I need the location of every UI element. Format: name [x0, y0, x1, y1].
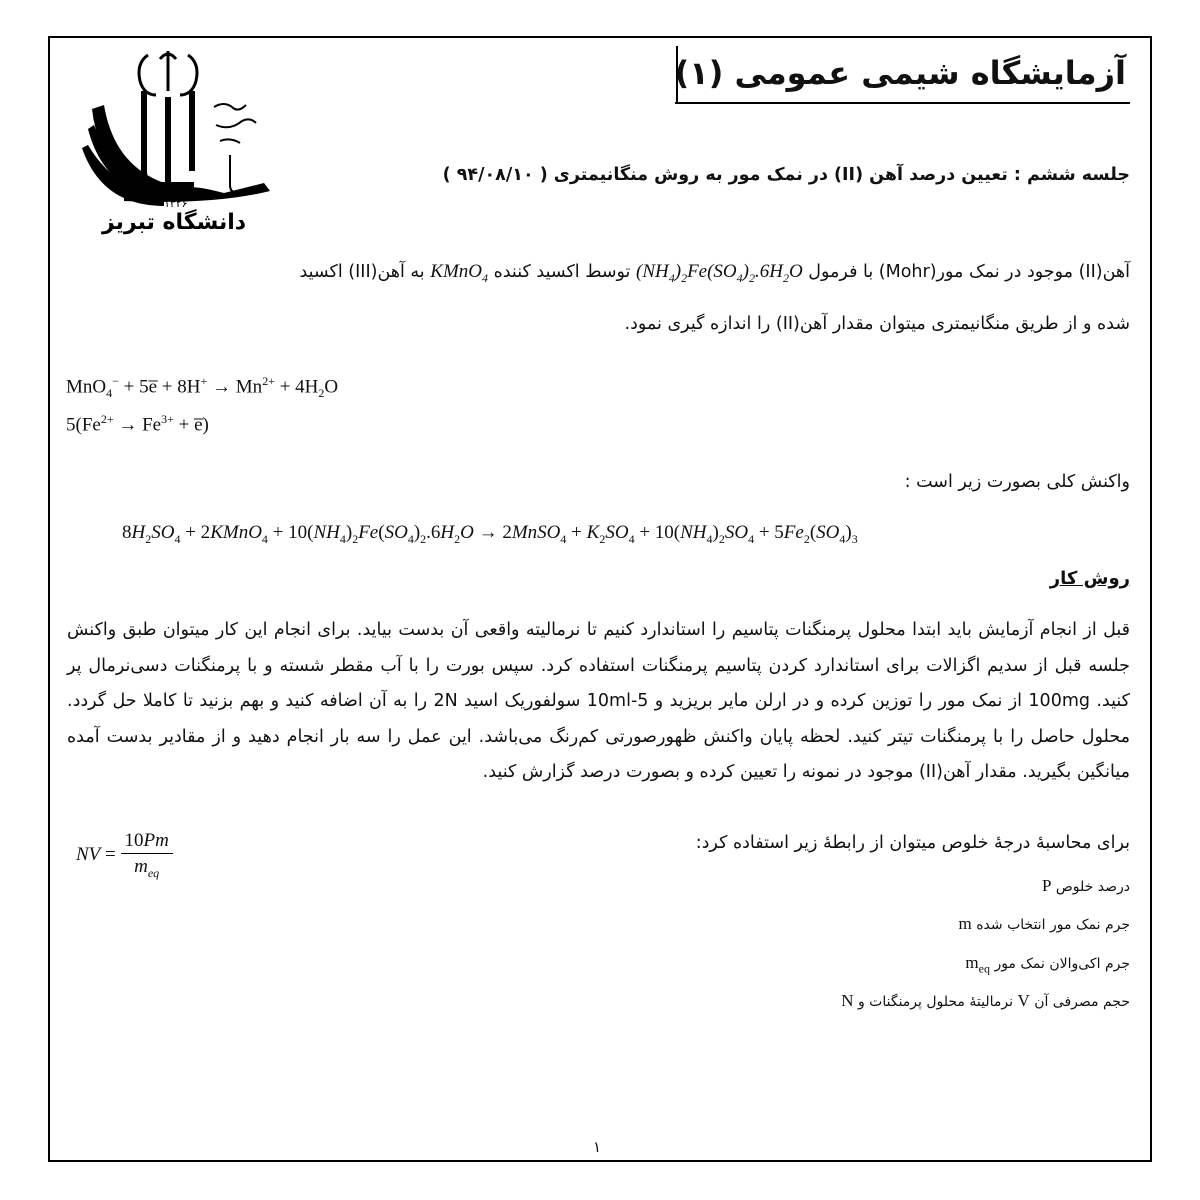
overall-reaction: $8H_2SO_4$ + 2KMnO$_4$ + $10(NH_4)_2Fe(SO_4)_2.6H_2O$ → 2MnSO$_4$ + $K_2SO_4 + 10(NH_4)_2SO_4 + 5Fe_2(SO_4)_3$ [122, 522, 858, 546]
def-meq [965, 953, 1130, 976]
half-reaction-2: $5(Fe^{2+} \to Fe^{3+}$ + e̅) [66, 412, 209, 436]
half-reaction-1: MnO$_4$− + 5e̅ + $8H^+ \to Mn^{2+} + 4H_2O$ [66, 374, 339, 401]
def-m-text: جرم نمک مور انتخاب شده [976, 917, 1130, 933]
intro-text-c: به آهن(III) اکسید [299, 262, 425, 282]
intro-text-b: توسط اکسید کننده [493, 262, 631, 282]
def-n-symbol: N [841, 991, 854, 1010]
def-n-text: نرمالیتهٔ محلول پرمنگنات و [857, 994, 1013, 1010]
def-p-text: درصد خلوص [1055, 879, 1130, 895]
page-number: ۱ [593, 1138, 602, 1156]
purity-intro: برای محاسبهٔ درجهٔ خلوص میتوان از رابطهٔ زیر استفاده کرد: [695, 833, 1130, 853]
intro-line-1 [65, 258, 1130, 292]
intro-text-a: آهن(II) موجود در نمک مور(Mohr) با فرمول [808, 262, 1130, 282]
def-m [959, 914, 1130, 934]
def-v-symbol: V [1017, 991, 1030, 1010]
page-title: آزمایشگاه شیمی عمومی (۱) [675, 52, 1130, 104]
def-p-symbol: P [1041, 876, 1052, 895]
mohr-formula: $(NH_4)_2Fe(SO_4)_2.6H_2O$ [636, 261, 803, 285]
procedure-heading: روش کار [1049, 568, 1130, 589]
def-m-symbol: m [958, 914, 972, 933]
procedure-text: قبل از انجام آزمایش باید ابتدا محلول پرمنگنات پتاسیم را استاندارد کنیم تا نرمالیته واقعی آن بدست بیاید. برای انجام این کار میتوان طبق واکنش جلسه قبل از سدیم اگزالات برای استاندارد کردن پتاسیم پرمنگنات استفاده کرد. سپس بورت را با آب مقطر شسته و با پرمنگنات دسی‌نرمال پر کنید. 100mg از نمک مور را توزین کرده و در ارلن مایر بریزید و 5-10ml سولفوریک اسید 2N را به آن اضافه کنید و بهم بزنید تا کاملا حل گردد. محلول حاصل را با پرمنگنات تیتر کنید. لحظه پایان واکنش ظهورصورتی کم‌رنگ می‌باشد. این عمل را سه بار انجام دهید و از مقادیر بدست آمده میانگین بگیرید. مقدار آهن(II) موجود در نمونه را تعیین کرده و بصورت درصد گزارش کنید. [67, 620, 1131, 782]
intro-line-2: شده و از طریق منگانیمتری میتوان مقدار آهن(II) را اندازه گیری نمود. [624, 314, 1130, 334]
def-p [1042, 876, 1130, 896]
overall-reaction-label: واکنش کلی بصورت زیر است : [904, 472, 1130, 492]
def-meq-symbol: $m_{eq}$ [965, 953, 990, 976]
logo-year: ۱۳۲۶ [164, 197, 188, 210]
def-meq-text: جرم اکی‌والان نمک مور [994, 956, 1130, 972]
university-logo [64, 45, 308, 237]
logo-university-name: دانشگاه تبریز [102, 210, 247, 235]
def-v-text: حجم مصرفی آن [1034, 994, 1130, 1010]
kmno4-formula: KMnO$_4$ [430, 261, 488, 285]
def-n-v [841, 991, 1130, 1011]
session-title: جلسه ششم : تعیین درصد آهن (II) در نمک مور به روش منگانیمتری ( ۹۴/۰۸/۱۰ ) [442, 165, 1130, 185]
purity-formula: NV = $\frac{10Pm}{m_{eq}}$ [76, 830, 173, 881]
